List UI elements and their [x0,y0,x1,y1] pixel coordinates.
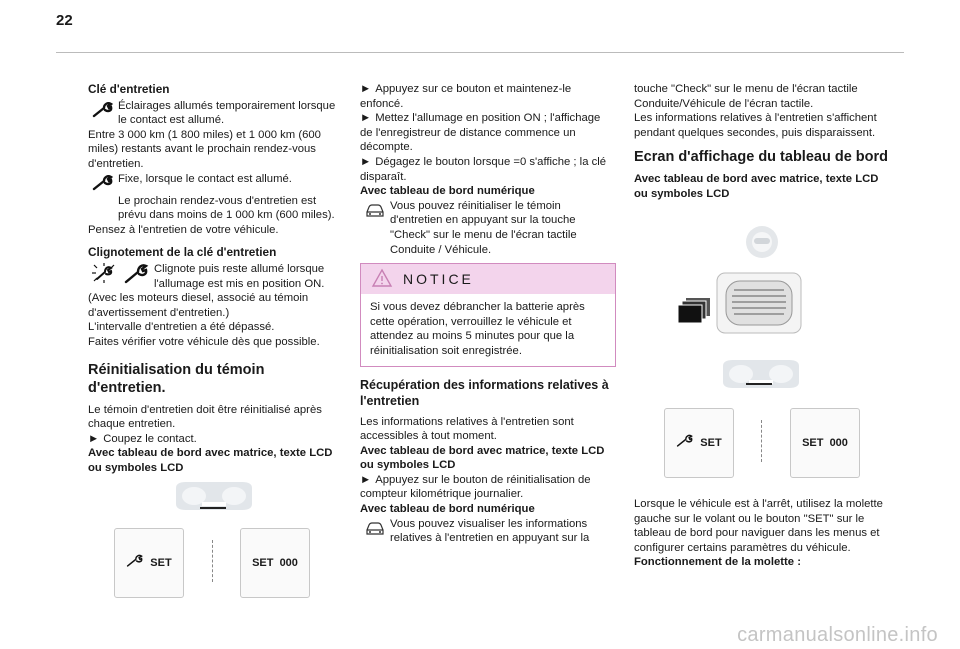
arrow-icon: ► [360,155,372,168]
ecran-subtitle: Avec tableau de bord avec matrice, texte LCD ou symboles LCD [634,173,879,200]
set-button[interactable] [114,528,184,598]
numeric-reset-text: Vous pouvez réinitialiser le témoin d'entretien en appuyant sur la touche "Check" sur le menu de l'écran tactile Conduite / Véhicule. [390,199,577,256]
clign-title: Clignotement de la clé d'entretien [88,245,277,260]
steering-wheel-icon [744,224,780,265]
notice-title: NOTICE [403,270,474,287]
set-label: SET [150,557,172,569]
cle-line-3a: Fixe, lorsque le contact est allumé. [118,172,292,185]
recup-row [360,517,616,546]
set-button[interactable] [664,408,734,478]
wrench-icon [676,434,694,453]
clign-line-3: L'intervalle d'entretien a été dépassé. [88,321,275,334]
cle-row-2 [88,172,340,194]
step-3: Dégagez le bouton lorsque =0 s'affiche ; la clé disparaît. [360,155,607,183]
cle-line-3b: Le prochain rendez-vous d'entretien est prévu dans moins de 1 000 km (600 miles). [118,194,335,222]
check-text: touche "Check" sur le menu de l'écran tactile Conduite/Véhicule de l'écran tactile. [634,83,858,110]
column-3-bottom [634,497,894,570]
wrench-icon [88,99,118,121]
column-3 [634,82,894,202]
set-label: SET [700,437,722,449]
molette-title: Fonctionnement de la molette : [634,556,801,569]
instrument-cluster-illustration [172,480,256,517]
set-000-display [790,408,860,478]
divider [761,420,763,462]
set-000-label: SET 000 [802,437,848,449]
info-display-text: Les informations relatives à l'entretien s'affichent pendant quelques secondes, puis disparaissent. [634,112,877,139]
watermark: carmanualsonline.info [737,624,938,646]
page-number: 22 [56,12,73,29]
step-2: Mettez l'allumage en position ON ; l'affichage de l'enregistreur de distance commence un décompte. [360,112,601,154]
reinit-title: Réinitialisation du témoin d'entretien. [88,361,265,396]
divider [212,540,214,582]
arrow-icon: ► [360,473,372,486]
clign-line-2: (Avec les moteurs diesel, associé au témoin d'avertissement d'entretien.) [88,292,309,319]
numeric-dash-title: Avec tableau de bord numérique [360,185,535,198]
cle-line-2: Entre 3 000 km (1 800 miles) et 1 000 km (600 miles) restants avant le prochain rendez-vous d'entretien. [88,128,321,170]
cle-title: Clé d'entretien [88,82,170,96]
warning-triangle-icon [371,268,393,291]
notice-box [360,263,616,366]
wrench-icon [126,554,144,573]
ecran-title: Ecran d'affichage du tableau de bord [634,149,889,166]
notice-header [361,264,615,294]
clign-line-4: Faites vérifier votre véhicule dès que possible. [88,335,320,348]
recup-line-4: Avec tableau de bord numérique [360,503,535,516]
wheel-control-illustration [716,272,802,339]
recup-title: Récupération des informations relatives à l'entretien [360,377,609,408]
reinit-line-2: ► Coupez le contact. [88,432,197,445]
cle-line-4: Pensez à l'entretien de votre véhicule. [88,223,279,236]
set-000-label: SET 000 [252,557,298,569]
reinit-line-3: Avec tableau de bord avec matrice, texte LCD ou symboles LCD [88,447,333,474]
recup-line-1: Les informations relatives à l'entretien sont accessibles à tout moment. [360,415,574,443]
cle-line-1: Éclairages allumés temporairement lorsque le contact est allumé. [118,99,336,127]
screens-icon [678,296,712,329]
recup-line-2: Avec tableau de bord avec matrice, texte LCD ou symboles LCD [360,444,605,472]
arrow-icon: ► [88,432,100,445]
column-1 [88,82,340,475]
step-1: Appuyez sur ce bouton et maintenez-le enfoncé. [360,83,572,110]
blinking-wrench-icon [88,262,154,284]
header-divider [56,52,904,53]
button-marker [200,507,226,509]
arrow-icon: ► [360,112,372,125]
clign-line-1: Clignote puis reste allumé lorsque l'allumage est mis en position ON. [154,262,325,290]
column-2 [360,82,616,546]
wrench-icon [88,172,118,194]
cle-row-1 [88,99,340,128]
reinit-line-1: Le témoin d'entretien doit être réinitialisé après chaque entretien. [88,403,322,431]
recup-line-5: Vous pouvez visualiser les informations relatives à l'entretien en appuyant sur la [390,517,590,545]
numeric-row-1 [360,199,616,257]
arrow-icon: ► [360,83,372,95]
recup-line-3: Appuyez sur le bouton de réinitialisation de compteur kilométrique journalier. [360,473,591,501]
button-marker [746,383,772,385]
arret-text: Lorsque le véhicule est à l'arrêt, utilisez la molette gauche sur le volant ou le bouton "SET" sur le tableau de bord pour naviguer dans les menus et configurer certains paramètres du véhicule. [634,498,883,554]
car-icon [360,517,390,539]
instrument-cluster-illustration-2 [718,358,804,395]
notice-body: Si vous devez débrancher la batterie après cette opération, verrouillez le véhicule et attendez au moins 5 minutes pour que la réinitialisation soit enregistrée. [370,301,585,357]
clign-row [88,262,340,291]
car-icon [360,199,390,221]
set-000-display [240,528,310,598]
